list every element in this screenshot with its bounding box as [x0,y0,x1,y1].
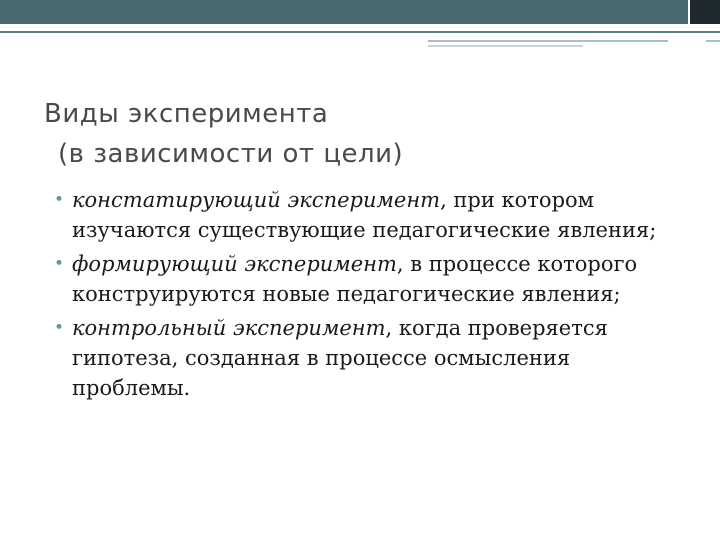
list-item-text: , при котором изучаются существующие педагогические явления; [72,188,657,242]
accent-rule-secondary [428,45,583,47]
list-item [50,313,680,403]
list-item-term: формирующий эксперимент [72,252,397,276]
top-rule [0,31,720,33]
bullet-list [50,185,680,407]
top-band-dark-accent [690,0,720,24]
bullet-icon: • [54,190,65,210]
list-item-term: констатирующий эксперимент [72,188,441,212]
slide-title [44,94,684,174]
list-item [50,185,680,245]
accent-rule [428,40,668,42]
list-item-text: , в процессе которого конструируются новые педагогические явления; [72,252,638,306]
accent-rule-right [706,40,720,42]
slide-title-line-2: (в зависимости от цели) [58,139,404,169]
bullet-icon: • [54,254,65,274]
list-item-term: контрольный эксперимент [72,316,386,340]
slide-title-line-1: Виды эксперимента [44,99,329,129]
bullet-icon: • [54,318,65,338]
list-item [50,249,680,309]
top-band [0,0,690,24]
list-item-text: , когда проверяется гипотеза, созданная в процессе осмысления проблемы. [72,316,608,400]
